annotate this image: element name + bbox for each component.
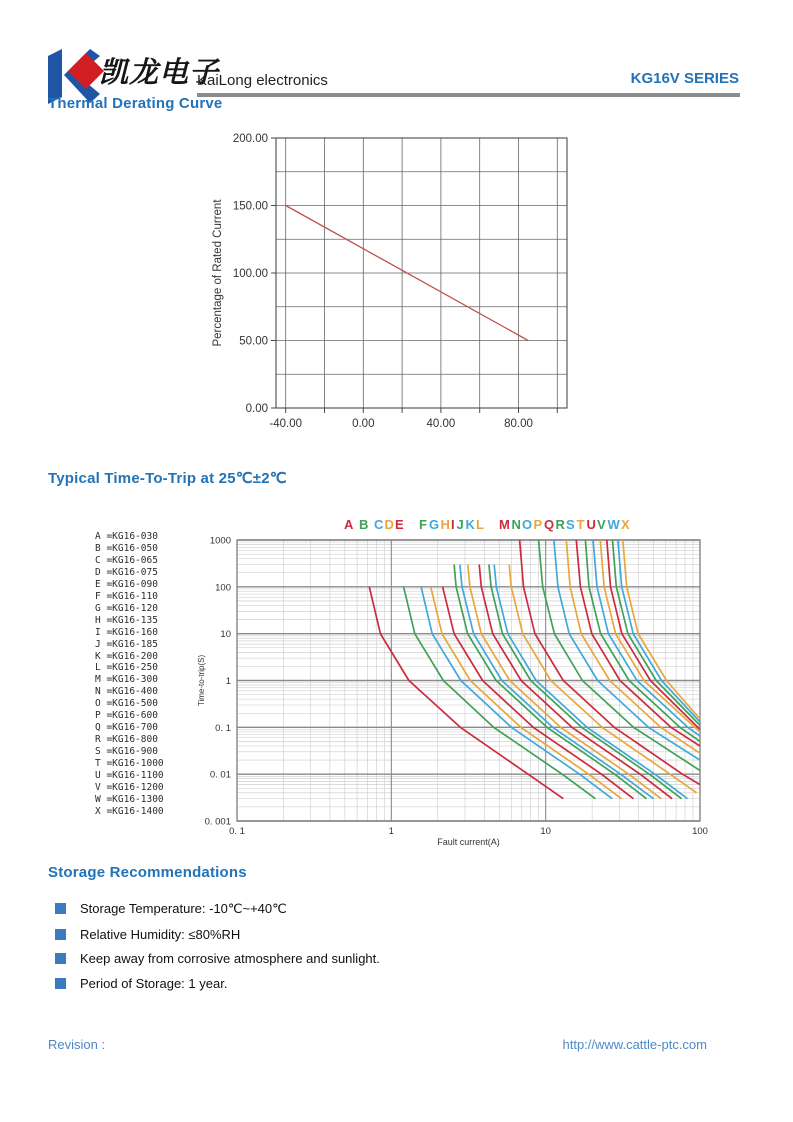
- storage-item: [55, 951, 380, 966]
- series-label: KG16V SERIES: [630, 70, 739, 87]
- legend-item-G: G =KG16-120: [95, 602, 158, 614]
- curve-label-Q: Q: [544, 517, 555, 532]
- curve-label-J: J: [456, 517, 464, 532]
- legend-item-V: V =KG16-1200: [95, 782, 164, 794]
- svg-text:200.00: 200.00: [232, 133, 268, 145]
- curve-label-V: V: [597, 517, 606, 532]
- company-name: KaiLong electronics: [197, 72, 328, 89]
- curve-label-B: B: [359, 517, 369, 532]
- legend-item-B: B =KG16-050: [95, 542, 158, 554]
- curve-label-P: P: [533, 517, 543, 532]
- legend-item-S: S =KG16-900: [95, 746, 158, 758]
- legend-item-T: T =KG16-1000: [95, 758, 164, 770]
- svg-text:10: 10: [220, 629, 231, 641]
- revision-label: Revision :: [48, 1037, 106, 1052]
- storage-item: [55, 976, 380, 991]
- svg-text:10: 10: [540, 826, 551, 837]
- svg-text:1000: 1000: [209, 535, 231, 547]
- storage-item-text: Storage Temperature: -10℃~+40℃: [80, 901, 287, 916]
- legend-item-U: U =KG16-1100: [95, 770, 164, 782]
- svg-text:150.00: 150.00: [232, 200, 268, 213]
- curve-label-G: G: [429, 517, 440, 532]
- storage-item: [55, 901, 380, 917]
- legend-item-O: O =KG16-500: [95, 698, 158, 710]
- legend-item-N: N =KG16-400: [95, 686, 158, 698]
- legend-item-A: A =KG16-030: [95, 531, 158, 542]
- curve-label-U: U: [586, 517, 596, 532]
- storage-item-text: Keep away from corrosive atmosphere and sunlight.: [80, 951, 380, 966]
- storage-recommendations-list: [55, 901, 380, 1000]
- trip-chart-legend: [95, 531, 164, 818]
- bullet-square-icon: [55, 929, 66, 940]
- curve-label-A: A: [344, 517, 354, 532]
- svg-text:100: 100: [692, 826, 708, 837]
- curve-label-D: D: [384, 517, 394, 532]
- curve-label-K: K: [465, 517, 475, 532]
- svg-text:0. 1: 0. 1: [229, 826, 245, 837]
- time-to-trip-chart: [185, 510, 710, 855]
- svg-text:Percentage of Rated Current: Percentage of Rated Current: [212, 199, 224, 347]
- legend-item-F: F =KG16-110: [95, 590, 158, 602]
- legend-item-R: R =KG16-800: [95, 734, 158, 746]
- svg-text:Fault current(A): Fault current(A): [437, 837, 500, 847]
- svg-text:0. 001: 0. 001: [204, 816, 231, 828]
- curve-label-F: F: [419, 517, 427, 532]
- svg-text:100: 100: [215, 582, 231, 594]
- logo-chinese-text: 凯龙电子: [99, 55, 220, 89]
- svg-text:0.00: 0.00: [245, 403, 268, 415]
- svg-text:1: 1: [388, 826, 394, 837]
- svg-text:0.00: 0.00: [352, 418, 375, 430]
- bullet-square-icon: [55, 903, 66, 914]
- curve-label-O: O: [522, 517, 533, 532]
- bullet-square-icon: [55, 953, 66, 964]
- thermal-derating-chart: [200, 125, 620, 445]
- curve-label-W: W: [607, 517, 620, 532]
- svg-text:-40.00: -40.00: [269, 418, 303, 430]
- storage-item-text: Relative Humidity: ≤80%RH: [80, 926, 241, 942]
- legend-item-J: J =KG16-185: [95, 638, 158, 650]
- legend-item-K: K =KG16-200: [95, 650, 158, 662]
- website-link[interactable]: http://www.cattle-ptc.com: [562, 1037, 707, 1052]
- header-divider: [197, 93, 740, 97]
- curve-label-E: E: [395, 517, 404, 532]
- legend-item-I: I =KG16-160: [95, 626, 158, 638]
- storage-item: [55, 927, 380, 942]
- derating-section-title: Thermal Derating Curve: [48, 95, 223, 112]
- svg-text:50.00: 50.00: [239, 335, 268, 348]
- svg-text:1: 1: [225, 676, 231, 687]
- svg-text:0. 01: 0. 01: [209, 769, 231, 781]
- curve-label-L: L: [476, 517, 484, 532]
- legend-item-C: C =KG16-065: [95, 554, 158, 566]
- curve-label-X: X: [621, 517, 630, 532]
- legend-item-X: X =KG16-1400: [95, 805, 164, 817]
- legend-item-L: L =KG16-250: [95, 662, 158, 674]
- legend-item-M: M =KG16-300: [95, 674, 158, 686]
- trip-section-title: Typical Time-To-Trip at 25℃±2℃: [48, 470, 287, 487]
- curve-label-T: T: [576, 517, 585, 532]
- legend-item-P: P =KG16-600: [95, 710, 158, 722]
- storage-item-text: Period of Storage: 1 year.: [80, 975, 228, 991]
- curve-label-M: M: [499, 517, 510, 532]
- svg-text:Time-to-trip(S): Time-to-trip(S): [197, 654, 206, 707]
- curve-label-S: S: [566, 517, 575, 532]
- storage-section-title: Storage Recommendations: [48, 864, 247, 881]
- legend-item-H: H =KG16-135: [95, 614, 158, 626]
- svg-text:100.00: 100.00: [232, 268, 268, 280]
- legend-item-Q: Q =KG16-700: [95, 722, 158, 734]
- svg-text:80.00: 80.00: [504, 418, 533, 430]
- legend-item-W: W =KG16-1300: [95, 793, 164, 805]
- curve-label-N: N: [511, 517, 521, 532]
- curve-label-R: R: [555, 517, 565, 532]
- legend-item-D: D =KG16-075: [95, 566, 158, 578]
- bullet-square-icon: [55, 978, 66, 989]
- curve-label-C: C: [374, 517, 384, 532]
- svg-text:0. 1: 0. 1: [215, 722, 231, 734]
- legend-item-E: E =KG16-090: [95, 578, 158, 590]
- svg-text:40.00: 40.00: [426, 418, 456, 430]
- curve-label-H: H: [440, 517, 450, 532]
- curve-label-I: I: [451, 517, 455, 532]
